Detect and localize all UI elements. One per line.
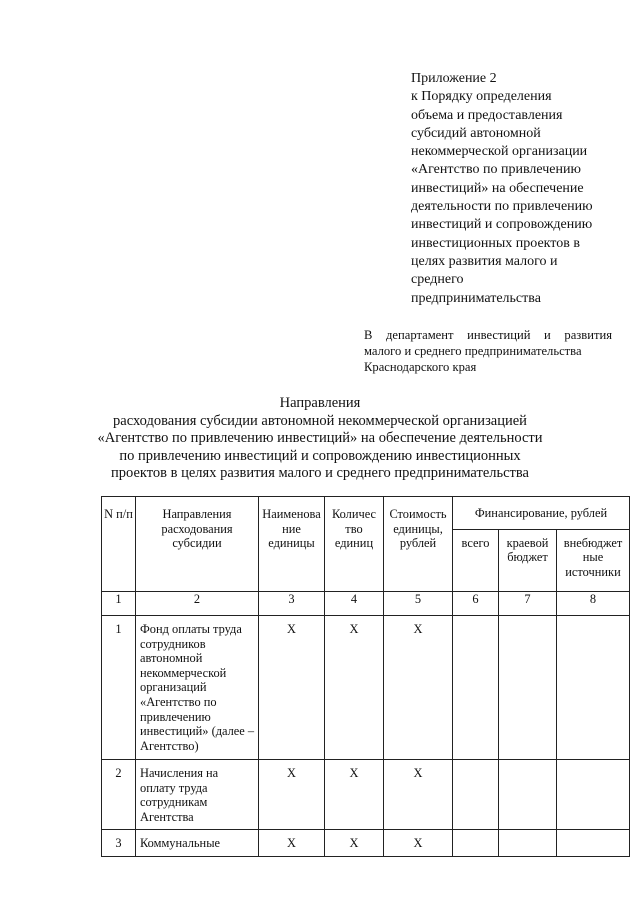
row-cost: X: [384, 830, 453, 857]
addressee-line: В департамент инвестиций и развития: [364, 328, 612, 342]
appendix-block: [411, 70, 621, 308]
col-number: 7: [499, 592, 557, 616]
row-regional: [499, 760, 557, 830]
appendix-line: предпринимательства: [411, 290, 541, 306]
row-extrabudget: [557, 830, 630, 857]
col-number: 8: [557, 592, 630, 616]
row-total: [453, 760, 499, 830]
addressee-block: [364, 327, 612, 375]
appendix-line: инвестиций» на обеспечение: [411, 180, 584, 196]
table-row: [102, 830, 630, 857]
row-cost: X: [384, 760, 453, 830]
document-title: [60, 395, 580, 483]
table-row: [102, 760, 630, 830]
title-line: Направления: [279, 395, 361, 411]
appendix-line: к Порядку определения: [411, 89, 552, 105]
header-extrabudget: внебюджет ные источники: [557, 529, 630, 591]
row-unit: X: [259, 830, 325, 857]
header-quantity: Количес тво единиц: [325, 497, 384, 592]
header-financing: Финансирование, рублей: [453, 497, 630, 530]
row-total: [453, 616, 499, 760]
row-number: 1: [102, 616, 136, 760]
row-unit: X: [259, 616, 325, 760]
row-direction: Фонд оплаты труда сотрудников автономной некоммерческой организаций «Агентство по привлечению инвестиций» (далее – Агентство): [136, 616, 259, 760]
title-line: по привлечению инвестиций и сопровождению инвестиционных: [119, 447, 521, 464]
col-number: 3: [259, 592, 325, 616]
row-number: 3: [102, 830, 136, 857]
header-unit-name: Наименова ние единицы: [259, 497, 325, 592]
row-regional: [499, 616, 557, 760]
row-total: [453, 830, 499, 857]
row-extrabudget: [557, 616, 630, 760]
row-quantity: X: [325, 830, 384, 857]
title-line: расходования субсидии автономной некоммерческой организацией: [113, 412, 527, 429]
row-direction: Начисления на оплату труда сотрудникам Агентства: [136, 760, 259, 830]
header-direction: Направления расходования субсидии: [136, 497, 259, 592]
addressee-line: малого и среднего предпринимательства: [364, 344, 582, 358]
row-unit: X: [259, 760, 325, 830]
col-number: 5: [384, 592, 453, 616]
expenditure-table: [101, 496, 630, 857]
col-number: 2: [136, 592, 259, 616]
appendix-line: некоммерческой организации: [411, 144, 588, 160]
row-number: 2: [102, 760, 136, 830]
appendix-line: субсидий автономной: [411, 125, 541, 141]
appendix-line: объема и предоставления: [411, 107, 563, 123]
appendix-line: инвестиционных проектов в: [411, 235, 580, 251]
row-regional: [499, 830, 557, 857]
col-number: 1: [102, 592, 136, 616]
table-row: [102, 616, 630, 760]
header-cost: Стоимость единицы, рублей: [384, 497, 453, 592]
addressee-line: Краснодарского края: [364, 360, 477, 374]
appendix-line: Приложение 2: [411, 71, 497, 86]
appendix-line: целях развития малого и: [411, 253, 558, 269]
header-total: всего: [453, 529, 499, 591]
appendix-line: деятельности по привлечению: [411, 199, 593, 215]
row-direction: Коммунальные: [136, 830, 259, 857]
header-regional: краевой бюджет: [499, 529, 557, 591]
row-cost: X: [384, 616, 453, 760]
header-num: N п/п: [102, 497, 136, 592]
appendix-line: «Агентство по привлечению: [411, 162, 581, 178]
column-number-row: [102, 592, 630, 616]
row-quantity: X: [325, 760, 384, 830]
row-extrabudget: [557, 760, 630, 830]
row-quantity: X: [325, 616, 384, 760]
title-line: «Агентство по привлечению инвестиций» на обеспечение деятельности: [97, 430, 543, 447]
title-line: проектов в целях развития малого и среднего предпринимательства: [111, 465, 529, 482]
appendix-line: среднего: [411, 272, 464, 288]
col-number: 6: [453, 592, 499, 616]
appendix-line: инвестиций и сопровождению: [411, 217, 593, 233]
col-number: 4: [325, 592, 384, 616]
